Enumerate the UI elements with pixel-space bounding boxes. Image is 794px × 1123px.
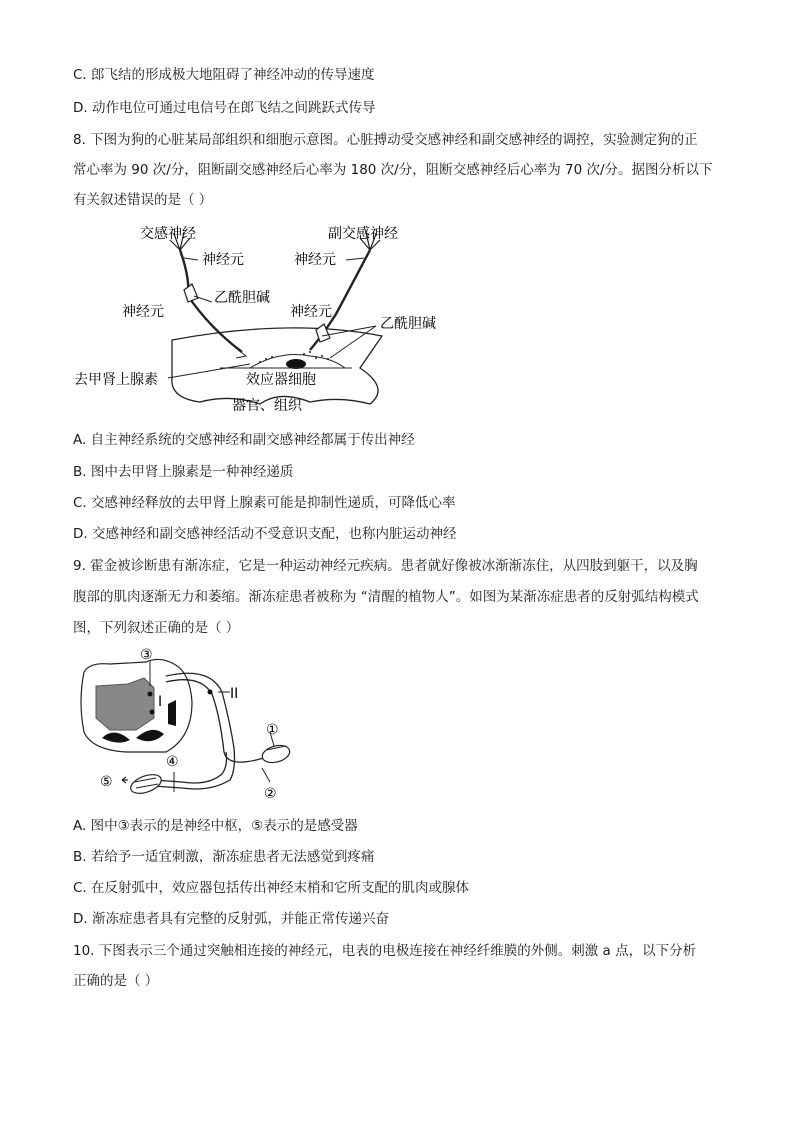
label-n3: ③ xyxy=(140,647,153,663)
q9-option-a: A. 图中③表示的是神经中枢，⑤表示的是感受器 xyxy=(73,818,358,834)
q10-line-1: 10. 下图表示三个通过突触相连接的神经元，电表的电极连接在神经纤维膜的外侧。刺激 a 点，以下分析 xyxy=(73,943,697,959)
option-c-prev: C. 郎飞结的形成极大地阻碍了神经冲动的传导速度 xyxy=(73,67,375,83)
label-n5: ⑤ xyxy=(100,774,113,790)
q9-reflex-arc-figure xyxy=(70,642,310,806)
label-norepinephrine: 去甲肾上腺素 xyxy=(74,372,158,388)
label-neuron-right-top: 神经元 xyxy=(294,252,336,268)
q9-option-b: B. 若给予一适宜刺激，渐冻症患者无法感觉到疼痛 xyxy=(73,849,375,865)
label-roman-2: II xyxy=(230,686,239,702)
label-effector: 效应器细胞 xyxy=(246,372,316,388)
q9-line-1: 9. 霍金被诊断患有渐冻症，它是一种运动神经元疾病。患者就好像被冰渐渐冻住，从四肢到躯干，以及胸 xyxy=(73,558,698,574)
label-organ: 器官、组织 xyxy=(232,398,302,414)
label-ach-right: 乙酰胆碱 xyxy=(380,316,436,332)
q8-line-3: 有关叙述错误的是（ ） xyxy=(73,192,213,208)
q8-heart-nerve-figure xyxy=(60,218,480,420)
q8-option-b: B. 图中去甲肾上腺素是一种神经递质 xyxy=(73,464,294,480)
label-sympathetic: 交感神经 xyxy=(140,226,196,242)
option-d-prev: D. 动作电位可通过电信号在郎飞结之间跳跃式传导 xyxy=(73,100,376,116)
q8-line-2: 常心率为 90 次/分，阻断副交感神经后心率为 180 次/分，阻断交感神经后心率为 70 次/分。据图分析以下 xyxy=(73,162,713,178)
label-n4: ④ xyxy=(166,754,179,770)
q9-option-c: C. 在反射弧中，效应器包括传出神经末梢和它所支配的肌肉或腺体 xyxy=(73,880,470,896)
label-roman-1: I xyxy=(158,694,163,710)
label-neuron-right-mid: 神经元 xyxy=(290,304,332,320)
label-ach-left: 乙酰胆碱 xyxy=(214,290,270,306)
q8-option-a: A. 自主神经系统的交感神经和副交感神经都属于传出神经 xyxy=(73,432,415,448)
label-neuron-left-mid: 神经元 xyxy=(122,304,164,320)
label-n1: ① xyxy=(266,722,279,738)
q8-option-d: D. 交感神经和副交感神经活动不受意识支配，也称内脏运动神经 xyxy=(73,526,457,542)
q9-option-d: D. 渐冻症患者具有完整的反射弧，并能正常传递兴奋 xyxy=(73,911,389,927)
ganglion-left xyxy=(184,284,198,302)
q10-line-2: 正确的是（ ） xyxy=(73,973,159,989)
q8-line-1: 8. 下图为狗的心脏某局部组织和细胞示意图。心脏搏动受交感神经和副交感神经的调控，实验测定狗的正 xyxy=(73,132,698,148)
gray-matter xyxy=(96,678,154,730)
efferent-nerve-outer xyxy=(154,673,235,789)
receptor xyxy=(260,743,291,766)
q9-line-3: 图，下列叙述正确的是（ ） xyxy=(73,620,240,636)
q8-option-c: C. 交感神经释放的去甲肾上腺素可能是抑制性递质，可降低心率 xyxy=(73,495,456,511)
organ-tissue-outline xyxy=(172,328,382,404)
label-parasympathetic: 副交感神经 xyxy=(328,226,398,242)
label-n2: ② xyxy=(264,786,277,802)
effector-muscle xyxy=(128,771,164,797)
label-neuron-left-top: 神经元 xyxy=(202,252,244,268)
q9-line-2: 腹部的肌肉逐渐无力和萎缩。渐冻症患者被称为 “清醒的植物人”。如图为某渐冻症患者的反射弧结构模式 xyxy=(73,589,699,605)
